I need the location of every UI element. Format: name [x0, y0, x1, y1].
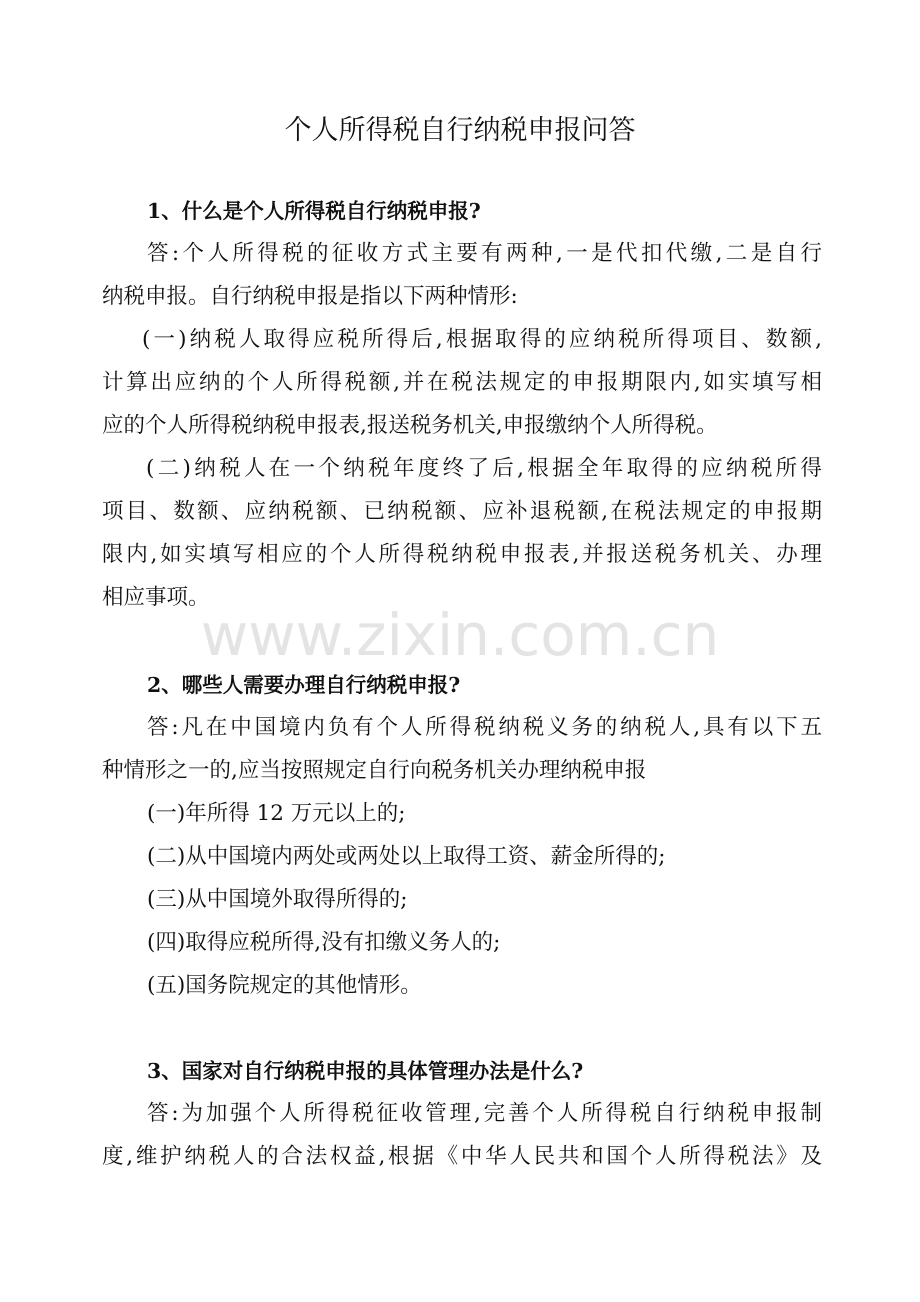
document-title: 个人所得税自行纳税申报问答 [284, 115, 636, 146]
answer-2-line-2: 种情形之一的,应当按照规定自行向税务机关办理纳税申报 [102, 758, 647, 783]
question-3-heading: 3、国家对自行纳税申报的具体管理办法是什么? [147, 1059, 584, 1083]
answer-1-item-1-line-1: (一)纳税人取得应税所得后,根据取得的应纳税所得项目、数额, [142, 327, 822, 352]
answer-1-item-1-line-2: 计算出应纳的个人所得税额,并在税法规定的申报期限内,如实填写相 [102, 370, 822, 395]
question-1-heading: 1、什么是个人所得税自行纳税申报? [147, 199, 481, 223]
answer-3-line-1: 答:为加强个人所得税征收管理,完善个人所得税自行纳税申报制 [147, 1101, 822, 1126]
answer-2-line-1: 答:凡在中国境内负有个人所得税纳税义务的纳税人,具有以下五 [147, 715, 822, 740]
answer-1-item-1-line-3: 应的个人所得税纳税申报表,报送税务机关,申报缴纳个人所得税。 [102, 413, 718, 438]
answer-3-line-2: 度,维护纳税人的合法权益,根据《中华人民共和国个人所得税法》及 [102, 1144, 822, 1169]
answer-1-item-2-line-3: 限内,如实填写相应的个人所得税纳税申报表,并报送税务机关、办理 [102, 542, 822, 567]
answer-2-item-2: (二)从中国境内两处或两处以上取得工资、薪金所得的; [147, 844, 666, 869]
answer-1-item-2-line-4: 相应事项。 [102, 585, 210, 610]
answer-2-item-3: (三)从中国境外取得所得的; [147, 887, 408, 912]
watermark: www.zixin.com.cn [200, 601, 720, 669]
answer-1-line-1: 答:个人所得税的征收方式主要有两种,一是代扣代缴,二是自行 [147, 241, 822, 266]
answer-2-item-5: (五)国务院规定的其他情形。 [147, 973, 422, 998]
answer-1-item-2-line-1: (二)纳税人在一个纳税年度终了后,根据全年取得的应纳税所得 [146, 456, 822, 481]
question-2-heading: 2、哪些人需要办理自行纳税申报? [147, 673, 461, 697]
answer-2-item-1: (一)年所得 12 万元以上的; [147, 801, 406, 826]
answer-2-item-4: (四)取得应税所得,没有扣缴义务人的; [147, 930, 501, 955]
answer-1-line-2: 纳税申报。自行纳税申报是指以下两种情形: [102, 284, 518, 309]
answer-1-item-2-line-2: 项目、数额、应纳税额、已纳税额、应补退税额,在税法规定的申报期 [102, 499, 822, 524]
